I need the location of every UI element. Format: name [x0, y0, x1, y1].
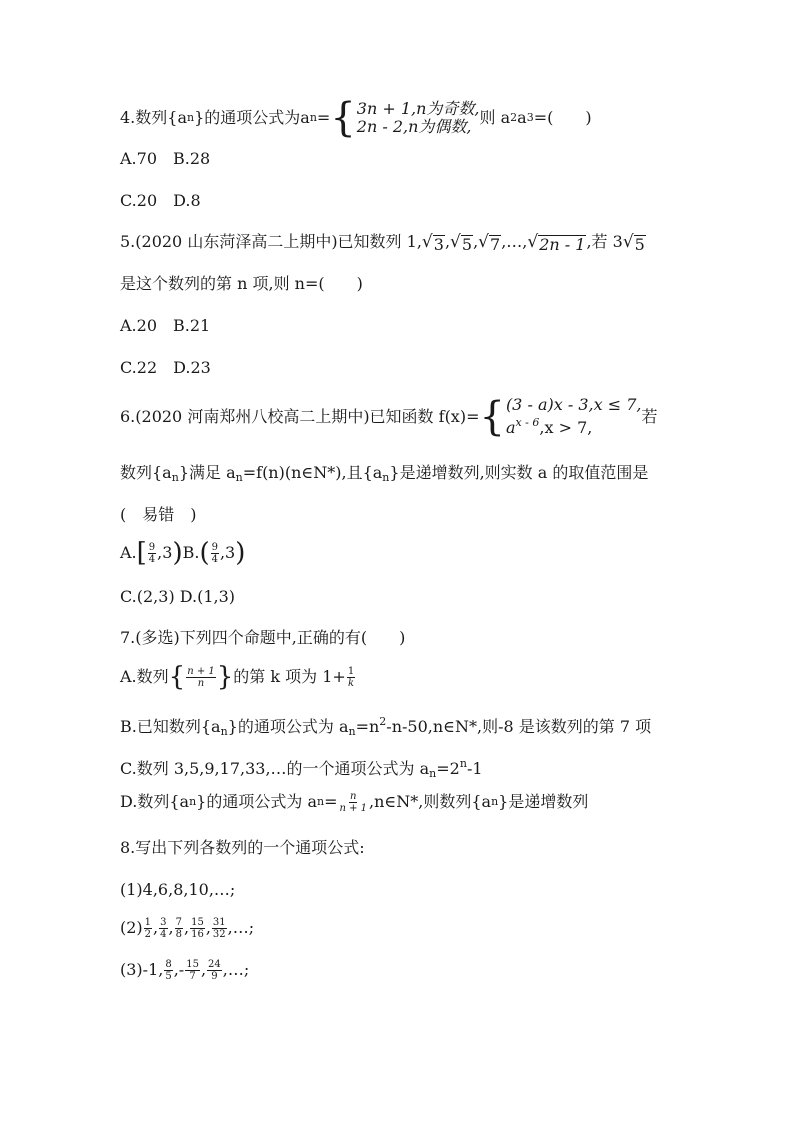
fraction-term: $\frac{3}{4}$	[160, 916, 167, 940]
q4-brace: {	[330, 95, 356, 141]
sqrt-5b: √ 5	[622, 232, 645, 254]
q5-options-cd: C.22 D.23	[120, 358, 211, 377]
q7-option-d: D.数列{a n }的通项公式为 a n = $\frac{n}{n + 1}$ ,n∈N*,则数列{a n }是递增数列	[120, 790, 589, 814]
q6-line3: ( 易错 )	[120, 505, 197, 524]
q4-piecewise: 3n + 1,n为奇数, 2n - 2,n为偶数,	[356, 99, 480, 136]
sqrt-5: √ 5	[450, 232, 473, 254]
q4-options-ab: A.70 B.28	[120, 149, 211, 168]
q7-option-a: A.数列 { $\frac{n + 1}{n}$ } 的第 k 项为 1+ $\frac{1}{k}$	[120, 662, 355, 692]
q8-sub-2-fractions: $\frac{1}{2}$ , $\frac{3}{4}$ , $\frac{7}{8}$ , $\frac{15}{16}$ , $\frac{31}{32}$	[144, 916, 226, 940]
q7-option-b: B.已知数列$\{a_n\}$的通项公式为 $a_n=n^2-n-50,n\in N*$,则-8 是该数列的第 7 项	[120, 715, 652, 738]
fraction-term: $\frac{31}{32}$	[212, 916, 226, 940]
q8-sub-3: (3)-1, $\frac{8}{5}$ ,- $\frac{15}{7}$ , $\frac{24}{9}$ ,…;	[120, 958, 250, 982]
sqrt-2n-1: √ 2n - 1	[527, 232, 586, 254]
question-6: 6.(2020 河南郑州八校高二上期中)已知函数 f(x)= { (3 - a)x - 3,x ≤ 7, $a^{x - 6},x > 7$, 若	[120, 393, 658, 440]
q8-sub-1: (1)4,6,8,10,…;	[120, 880, 236, 899]
fraction-term: $\frac{15}{16}$	[191, 916, 204, 940]
q6-piecewise: (3 - a)x - 3,x ≤ 7, $a^{x - 6},x > 7$,	[505, 395, 642, 437]
question-7-stem: 7.(多选)下列四个命题中,正确的有( )	[120, 628, 406, 647]
sqrt-7: √ 7	[478, 232, 501, 254]
fraction-term: $\frac{1}{2}$	[144, 916, 152, 940]
question-5: 5.(2020 山东菏泽高二上期中)已知数列 1, √ 3 , √ 5 , √ 7 ,…, √ 2n - 1 ,若 3 √ 5	[120, 232, 645, 254]
q7-option-c: C.数列 3,5,9,17,33,…的一个通项公式为 $a_n=2^n-1$	[120, 757, 483, 780]
q4-text-pre: 4.数列{a	[120, 108, 187, 127]
q6-brace: {	[479, 393, 505, 440]
q6-options-ab: A. [ $\frac{9}{4}$ ,3 ) B. ( $\frac{9}{4}$ ,3 )	[120, 538, 246, 568]
q5-line2: 是这个数列的第 n 项,则 n=( )	[120, 274, 363, 293]
question-8-stem: 8.写出下列各数列的一个通项公式:	[120, 838, 365, 857]
q6-options-cd: C.(2,3) D.(1,3)	[120, 587, 236, 606]
q8-sub-2: (2) $\frac{1}{2}$ , $\frac{3}{4}$ , $\frac{7}{8}$ , $\frac{15}{16}$ , $\frac{31}{32}$ ,…;	[120, 916, 255, 940]
q4-options-cd: C.20 D.8	[120, 191, 201, 210]
q5-options-ab: A.20 B.21	[120, 316, 211, 335]
q6-line2: 数列$\{a_n\}$满足 $a_n=f(n)(n\in N*)$,且$\{a_n\}$是递增数列,则实数 a 的取值范围是	[120, 463, 649, 484]
question-4: 4.数列{a n }的通项公式为a n = { 3n + 1,n为奇数, 2n - 2,n为偶数, 则 a 2 a 3 =( )	[120, 95, 592, 141]
sqrt-3: √ 3	[421, 232, 444, 254]
fraction-term: $\frac{7}{8}$	[175, 916, 182, 940]
